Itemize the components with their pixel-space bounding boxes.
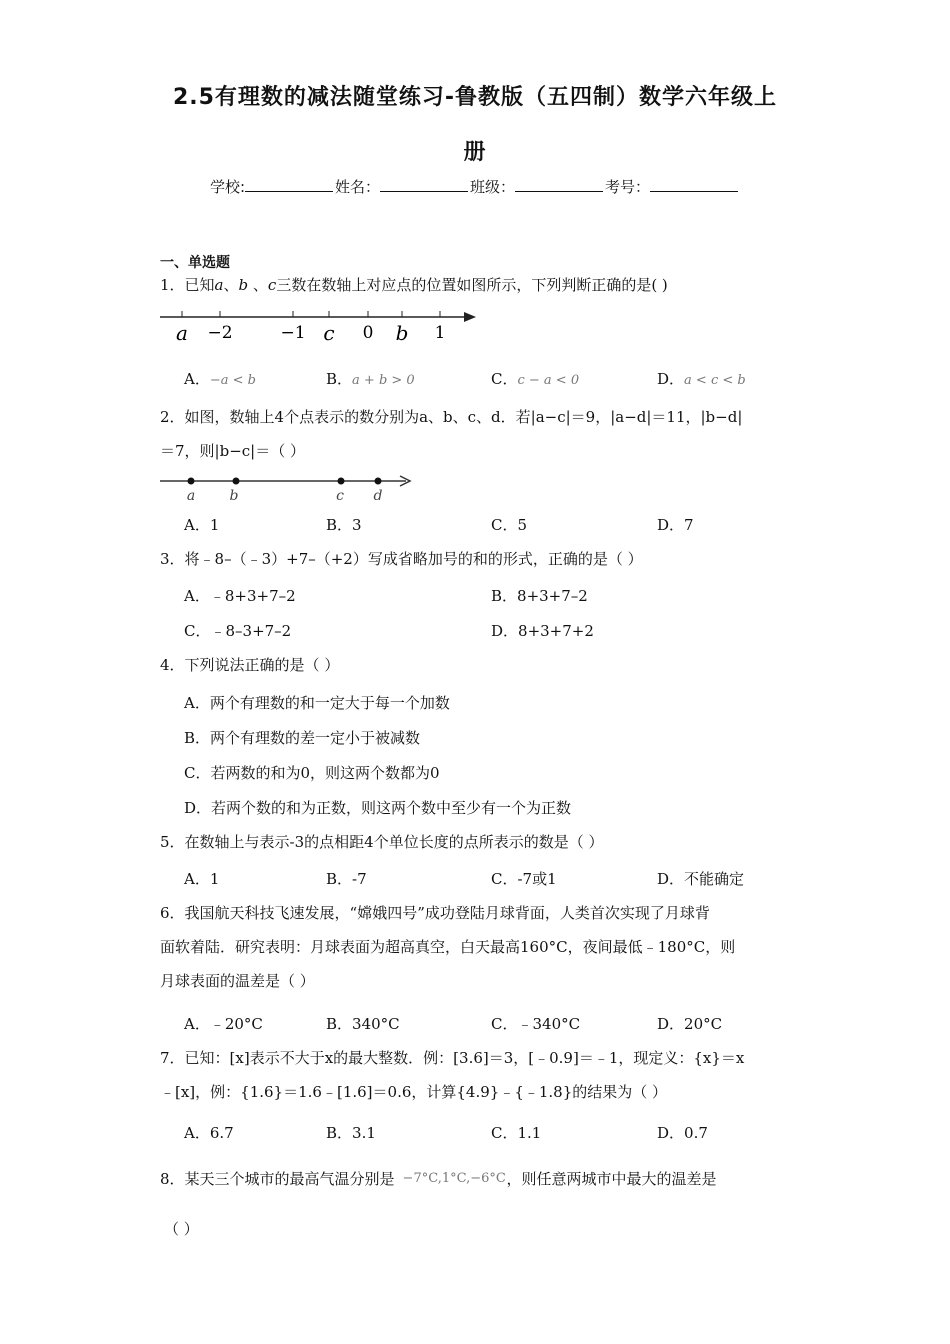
question-2-options: [184, 514, 790, 544]
number-label: 考号：: [605, 178, 651, 196]
q7-option-c[interactable]: C．1.1: [491, 1124, 542, 1142]
q6-option-b[interactable]: B．340°C: [326, 1015, 400, 1033]
q2-point-d: [375, 478, 382, 485]
q1-label-0: 0: [362, 323, 374, 343]
question-6-options: [184, 1013, 790, 1043]
q7-option-b[interactable]: B．3.1: [326, 1124, 376, 1142]
q4-option-d[interactable]: D．若两个数的和为正数，则这两个数中至少有一个为正数: [184, 799, 572, 817]
q5-option-c[interactable]: C．-7或1: [491, 870, 557, 888]
q2-option-a[interactable]: A．1: [184, 516, 220, 534]
title-line-2: 册: [463, 140, 487, 165]
q1-label-neg2: −2: [207, 323, 233, 343]
number-blank[interactable]: [650, 177, 738, 192]
q1-axis-arrow: [464, 312, 476, 322]
question-8-stem: 8．某天三个城市的最高气温分别是 −7°C,1°C,−6°C ，则任意两城市中最大的温差是: [160, 1162, 790, 1196]
q2-label-d: d: [373, 488, 383, 504]
question-3-options-row1: [184, 585, 790, 615]
student-info-row: [0, 176, 950, 197]
q1-option-a[interactable]: A．−a < b: [184, 370, 256, 388]
q2-option-d[interactable]: D．7: [657, 516, 694, 534]
q3-option-c[interactable]: C．﹣8–3+7–2: [184, 622, 292, 640]
name-blank[interactable]: [380, 177, 468, 192]
q1-option-c[interactable]: C．c − a < 0: [491, 370, 580, 388]
question-4-stem: 4．下列说法正确的是（ ）: [160, 656, 340, 674]
question-7-options: [184, 1122, 790, 1152]
question-2-stem: 2．如图，数轴上4个点表示的数分别为a、b、c、d．若|a−c|＝9，|a−d|＝11，|b−d| ＝7，则|b−c|＝（ ）: [160, 408, 743, 460]
q6-option-a[interactable]: A．﹣20°C: [184, 1015, 263, 1033]
q3-option-d[interactable]: D．8+3+7+2: [491, 622, 594, 640]
question-1-options: [184, 368, 790, 398]
q3-option-b[interactable]: B．8+3+7–2: [491, 587, 588, 605]
page-title: [0, 80, 950, 166]
class-blank[interactable]: [515, 177, 603, 192]
q1-label-b: b: [395, 321, 409, 345]
q4-option-c[interactable]: C．若两数的和为0，则这两个数都为0: [184, 764, 440, 782]
title-line-1: 2.5有理数的减法随堂练习-鲁教版（五四制）数学六年级上: [172, 85, 778, 110]
q2-label-c: c: [336, 488, 344, 504]
q2-option-b[interactable]: B．3: [326, 516, 362, 534]
section-heading: 一、单选题: [160, 255, 230, 271]
q2-option-c[interactable]: C．5: [491, 516, 528, 534]
q2-point-c: [338, 478, 345, 485]
q8-temperatures: −7°C,1°C,−6°C: [402, 1171, 506, 1186]
q1-label-a: a: [176, 321, 188, 345]
q1-option-b[interactable]: B．a + b > 0: [326, 370, 415, 388]
q1-label-c: c: [323, 321, 335, 345]
q4-option-a[interactable]: A．两个有理数的和一定大于每一个加数: [184, 694, 450, 712]
q5-option-d[interactable]: D．不能确定: [657, 870, 745, 888]
q1-option-d[interactable]: D．a < c < b: [657, 370, 746, 388]
name-label: 姓名：: [335, 178, 381, 196]
q2-label-b: b: [229, 488, 239, 504]
q1-label-1: 1: [434, 323, 446, 343]
question-8-answer-bracket: （ ）: [164, 1220, 199, 1238]
q6-option-c[interactable]: C．﹣340°C: [491, 1015, 581, 1033]
question-7-stem: 7．已知：[x]表示不大于x的最大整数．例：[3.6]＝3，[﹣0.9]＝﹣1，现定义：{x}＝x ﹣[x]，例：{1.6}＝1.6﹣[1.6]＝0.6，计算{4.9}﹣{﹣1.8}的结果为（ ）: [160, 1049, 745, 1101]
q7-option-a[interactable]: A．6.7: [184, 1124, 234, 1142]
class-label: 班级：: [470, 178, 516, 196]
q1-label-neg1: −1: [280, 323, 306, 343]
q1-number-line: [158, 304, 488, 348]
question-1-stem: 1．已知a、b 、c三数在数轴上对应点的位置如图所示，下列判断正确的是( ): [160, 276, 668, 294]
q2-point-a: [188, 478, 195, 485]
q5-option-b[interactable]: B．-7: [326, 870, 367, 888]
question-5-stem: 5．在数轴上与表示-3的点相距4个单位长度的点所表示的数是（ ）: [160, 833, 604, 851]
q5-option-a[interactable]: A．1: [184, 870, 220, 888]
q7-option-d[interactable]: D．0.7: [657, 1124, 708, 1142]
school-blank[interactable]: [245, 177, 333, 192]
q2-number-line: [158, 472, 420, 504]
q2-label-a: a: [186, 488, 196, 504]
question-3-stem: 3．将﹣8–（﹣3）+7–（+2）写成省略加号的和的形式，正确的是（ ）: [160, 550, 643, 568]
q4-option-b[interactable]: B．两个有理数的差一定小于被减数: [184, 729, 421, 747]
q6-option-d[interactable]: D．20°C: [657, 1015, 723, 1033]
question-3-options-row2: [184, 620, 790, 650]
q2-point-b: [233, 478, 240, 485]
q3-option-a[interactable]: A．﹣8+3+7–2: [184, 587, 296, 605]
school-label: 学校:: [209, 178, 245, 196]
question-6-stem: 6．我国航天科技飞速发展，“嫦娥四号”成功登陆月球背面，人类首次实现了月球背 面软着陆．研究表明：月球表面为超高真空，白天最高160°C，夜间最低﹣180°C，则 月球表面的温差是（ ）: [160, 904, 736, 990]
question-5-options: [184, 868, 790, 898]
